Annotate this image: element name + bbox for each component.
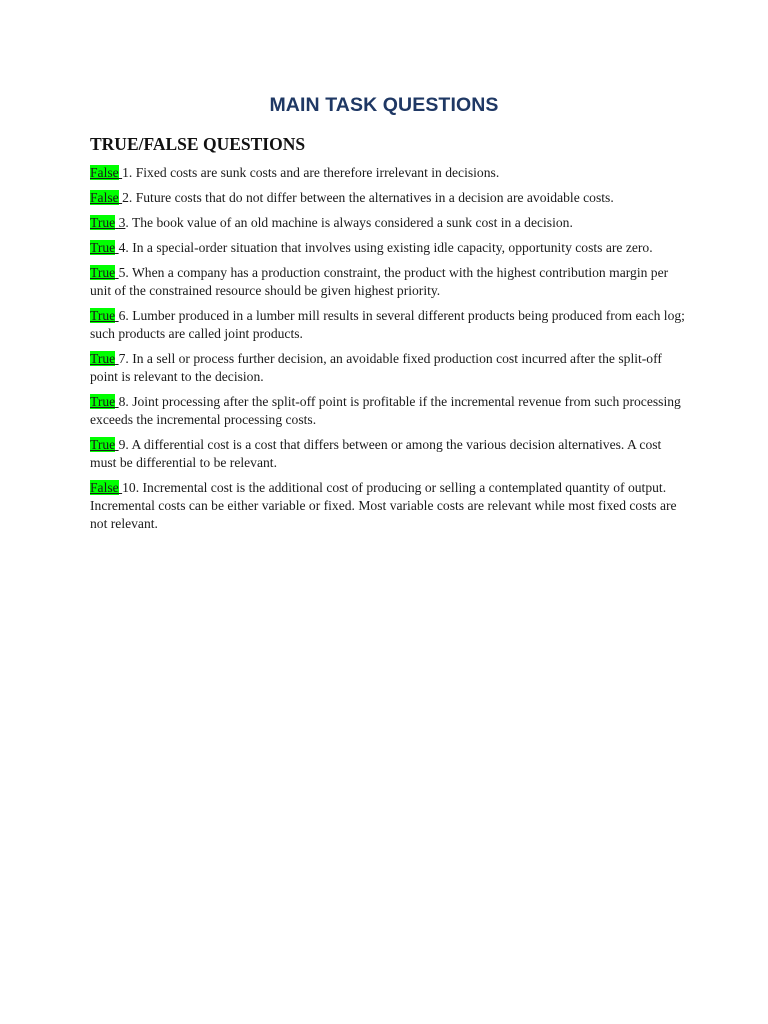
question-text: Lumber produced in a lumber mill results in several different products being produced from each log; such products are called joint products. [90,308,685,341]
section-heading: TRUE/FALSE QUESTIONS [90,134,306,154]
answer-highlight: True [90,308,116,323]
page-title: MAIN TASK QUESTIONS [269,94,499,116]
answer-highlight: True [90,240,116,255]
question-number: 9. [118,437,132,452]
answer-highlight: False [90,190,119,205]
answer-highlight: True [90,437,116,452]
question-number: 3 [118,215,126,230]
question-text: Future costs that do not differ between the alternatives in a decision are avoidable costs. [135,190,614,205]
question-item [90,479,690,533]
question-item [90,264,690,300]
question-item [90,307,690,343]
question-text: Joint processing after the split-off point is profitable if the incremental revenue from such processing exceeds the incremental processing costs. [90,394,681,427]
question-item [90,214,690,232]
question-number: 1. [122,165,136,180]
question-number: 2. [122,190,136,205]
question-list [90,164,690,540]
answer-highlight: True [90,215,116,230]
question-text: In a sell or process further decision, an avoidable fixed production cost incurred after the split-off point is relevant to the decision. [90,351,662,384]
question-text: . The book value of an old machine is always considered a sunk cost in a decision. [125,215,573,230]
question-item [90,350,690,386]
answer-highlight: True [90,351,116,366]
question-number: 4. [118,240,133,255]
question-number: 6. [118,308,133,323]
question-item [90,164,690,182]
answer-highlight: False [90,165,119,180]
question-text: When a company has a production constraint, the product with the highest contribution margin per unit of the constrained resource should be given highest priority. [90,265,669,298]
question-number: 5. [118,265,132,280]
question-item [90,436,690,472]
answer-highlight: True [90,394,116,409]
question-number: 10. [122,480,143,495]
question-text: In a special-order situation that involves using existing idle capacity, opportunity costs are zero. [132,240,653,255]
question-number: 7. [118,351,133,366]
question-item [90,239,690,257]
question-item [90,393,690,429]
answer-highlight: False [90,480,119,495]
question-text: Incremental cost is the additional cost of producing or selling a contemplated quantity of output. Incremental costs can be either variable or fixed. Most variable costs are relevant while most fixed costs are not relevant. [90,480,677,531]
question-number: 8. [118,394,133,409]
question-item [90,189,690,207]
question-text: Fixed costs are sunk costs and are therefore irrelevant in decisions. [135,165,500,180]
question-text: A differential cost is a cost that differs between or among the various decision alternatives. A cost must be differential to be relevant. [90,437,662,470]
answer-highlight: True [90,265,116,280]
